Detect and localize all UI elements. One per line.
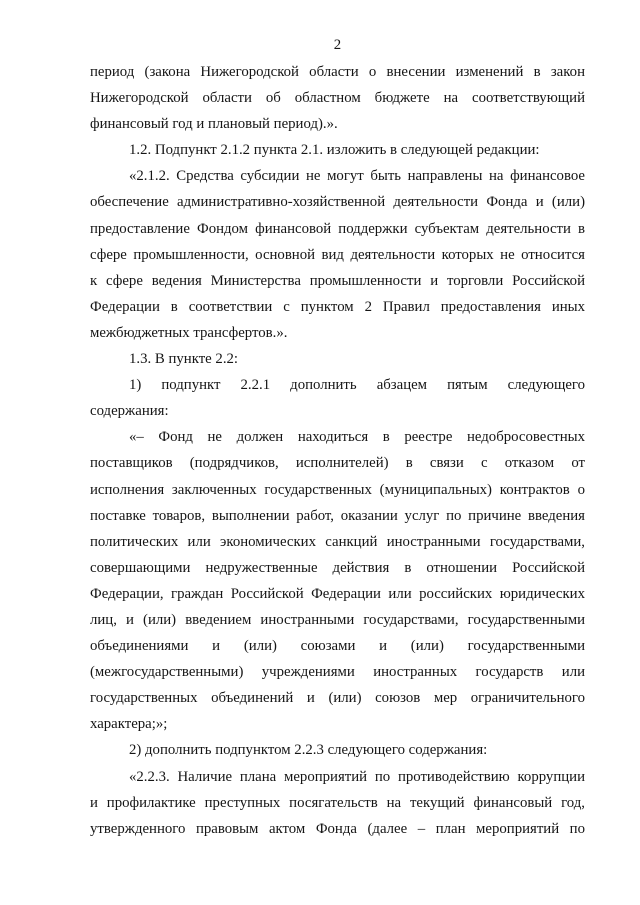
text-line: сфере промышленности, основной вид деятельности которых не относится — [90, 246, 585, 263]
document-body — [90, 59, 585, 842]
text-line: обеспечение административно-хозяйственной деятельности Фонда и (или) — [90, 194, 585, 211]
text-line: период (закона Нижегородской области о внесении изменений в закон — [90, 64, 585, 80]
text-line: утвержденного правовым актом Фонда (далее – план мероприятий по — [90, 820, 585, 837]
paragraph — [90, 372, 585, 424]
paragraph — [90, 346, 585, 372]
text-line: содержания: — [90, 403, 169, 420]
text-line: объединениями и (или) союзами и (или) государственными — [90, 638, 585, 655]
text-line: государственных объединений и (или) союзов мер ограничительного — [90, 690, 585, 707]
text-line: финансовый год и плановый период).». — [90, 116, 338, 133]
text-line: Федерации в соответствии с пунктом 2 Правил предоставления иных — [90, 298, 585, 315]
text-line: Федерации, граждан Российской Федерации или российских юридических — [90, 585, 585, 602]
text-line: «2.2.3. Наличие плана мероприятий по противодействию коррупции — [129, 768, 585, 785]
text-line: поставщиков (подрядчиков, исполнителей) в связи с отказом от — [90, 455, 585, 472]
text-line: 1.3. В пункте 2.2: — [129, 351, 239, 368]
text-line: предоставление Фондом финансовой поддержки субъектам деятельности в — [90, 220, 585, 237]
paragraph — [90, 764, 585, 842]
text-line: (межгосударственными) учреждениями иностранных государств или — [90, 664, 585, 681]
paragraph — [90, 59, 585, 137]
text-line: лиц, и (или) введением иностранными государствами, государственными — [90, 611, 585, 628]
paragraph — [90, 163, 585, 346]
text-line: поставке товаров, выполнении работ, оказании услуг по причине введения — [90, 507, 585, 524]
text-line: характера;»; — [90, 716, 168, 733]
page-number: 2 — [333, 37, 342, 53]
text-line: и профилактике преступных посягательств на текущий финансовый год, — [90, 794, 585, 811]
text-line: совершающими недружественные действия в отношении Российской — [90, 559, 585, 576]
text-line: политических или экономических санкций иностранными государствами, — [90, 533, 585, 550]
text-line: «2.1.2. Средства субсидии не могут быть направлены на финансовое — [129, 168, 585, 185]
text-line: 1) подпункт 2.2.1 дополнить абзацем пятым следующего — [129, 377, 585, 394]
text-line: 2) дополнить подпунктом 2.2.3 следующего содержания: — [129, 742, 488, 759]
text-line: 1.2. Подпункт 2.1.2 пункта 2.1. изложить в следующей редакции: — [129, 142, 540, 159]
text-line: исполнения заключенных государственных (муниципальных) контрактов о — [90, 481, 585, 498]
text-line: Нижегородской области об областном бюджете на соответствующий — [90, 90, 585, 107]
text-line: к сфере ведения Министерства промышленности и торговли Российской — [90, 272, 585, 289]
text-line: «– Фонд не должен находиться в реестре недобросовестных — [129, 429, 585, 446]
paragraph — [90, 737, 585, 763]
text-line: межбюджетных трансфертов.». — [90, 324, 288, 341]
paragraph — [90, 424, 585, 737]
paragraph — [90, 137, 585, 163]
